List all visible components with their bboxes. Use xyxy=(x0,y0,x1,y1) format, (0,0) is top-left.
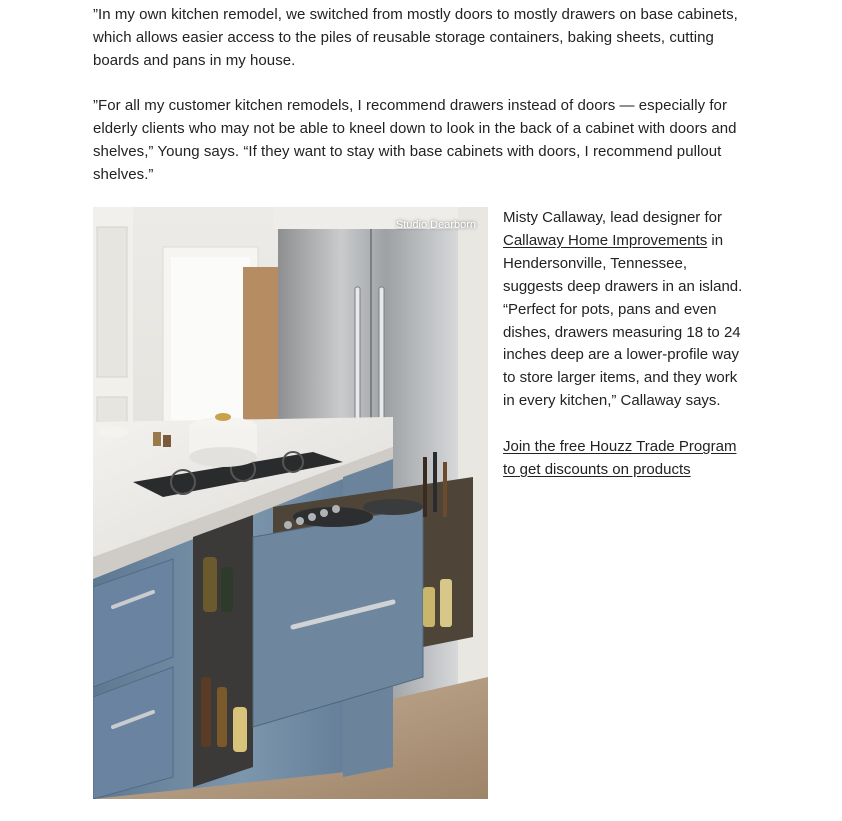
callaway-body: in Hendersonville, Tennessee, suggests deep drawers in an island. “Perfect for pots, pans and even dishes, drawers measuring 18 to 24 inches deep are a lower-profile way to store larger items, and they work in every kitchen,” Callaway says. xyxy=(503,231,743,410)
quote-paragraph-1: ”In my own kitchen remodel, we switched from mostly doors to mostly drawers on base cabinets, which allows easier access to the piles of reusable storage containers, baking sheets, cutting boards and pans in my house. xyxy=(93,6,738,69)
trade-program-paragraph xyxy=(503,436,748,482)
quote-paragraph-2: ”For all my customer kitchen remodels, I recommend drawers instead of doors — especially for elderly clients who may not be able to kneel down to look in the back of a cabinet with doors and shelves,” Young says. “If they want to stay with base cabinets with doors, I recommend pullout shelves.” xyxy=(93,97,737,183)
article-body xyxy=(93,4,753,210)
callaway-paragraph xyxy=(503,207,748,413)
sidebar-text xyxy=(503,207,748,505)
kitchen-island-photo[interactable] xyxy=(93,207,488,799)
photo-credit: Studio Dearborn xyxy=(395,219,476,231)
callaway-home-improvements-link[interactable]: Callaway Home Improvements xyxy=(503,231,708,249)
callaway-intro: Misty Callaway, lead designer for xyxy=(503,209,722,226)
kitchen-photo-illustration xyxy=(93,207,488,799)
houzz-trade-program-link[interactable]: Join the free Houzz Trade Program to get discounts on products xyxy=(503,438,737,479)
